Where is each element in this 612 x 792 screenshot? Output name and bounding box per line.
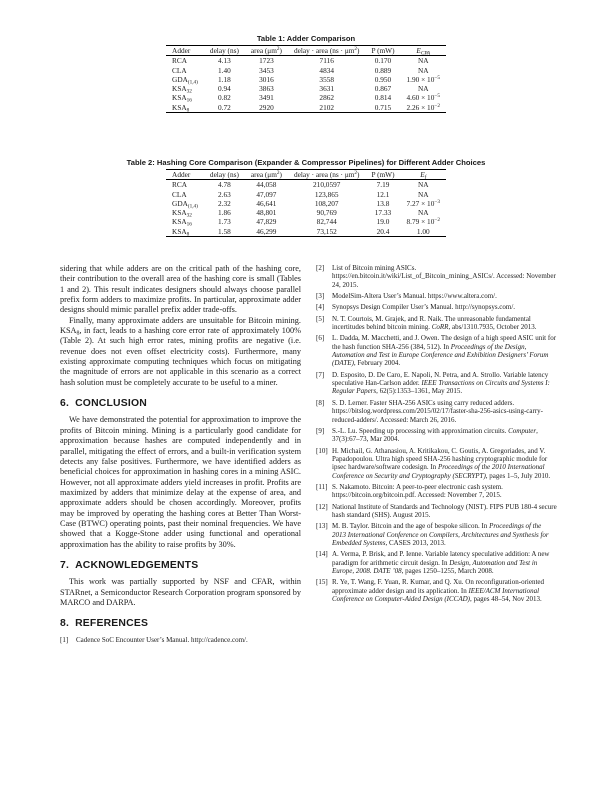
table-1-cell: 1.18	[218, 74, 231, 84]
table-2-cell: 2.63	[218, 189, 231, 199]
reference-item	[316, 399, 557, 424]
paragraph-continued: sidering that while adders are on the critical path of the hashing core, their contribution to the overall area of the hashing core is small (Tables 1 and 2). This result indicates designers should always choose parallel prefix form adders to maximize profits. In particular, approximate adder designs should mimic parallel prefix adder trade-offs.	[60, 264, 301, 315]
reference-item	[316, 303, 557, 311]
table-1-block	[0, 34, 612, 113]
reference-list	[316, 264, 557, 606]
section-title: CONCLUSION	[75, 398, 147, 410]
table-1-cell: 7116	[319, 56, 334, 66]
reference-text: S. D. Lerner. Faster SHA-256 ASICs using carry reduced adders. https://bitslog.wordpress.com/2015/02/17/faster-sha-256-asics-using-carry-reduced-adders/. Accessed: March 26, 2016.	[332, 398, 543, 424]
table-2-caption: Table 2: Hashing Core Comparison (Expander & Compressor Pipelines) for Different Adder Choices	[126, 158, 486, 167]
table-1-cell: 1723	[259, 56, 274, 66]
table-1-cell: 4.13	[218, 56, 231, 66]
table-2-cell: $7.27 \times 10^{-3}$	[406, 198, 440, 208]
table-2-header-cell: P (mW)	[365, 170, 400, 180]
table-2-cell: 17.33	[374, 208, 392, 218]
table-1-header-cell: Adder	[166, 46, 204, 56]
table-1-row	[166, 103, 446, 113]
table-1-cell: 2102	[288, 103, 366, 113]
reference-item	[316, 264, 557, 289]
table-2-cell: $KSA_8$	[166, 227, 204, 237]
table-2-row	[166, 227, 446, 237]
section-references-heading	[60, 619, 301, 629]
table-1-cell: RCA	[172, 56, 188, 66]
reference-text: N. T. Courtois, M. Grajek, and R. Naik. The unreasonable fundamental incertitudes behind bitcoin mining. CoRR, abs/1310.7935, October 2013.	[332, 314, 537, 332]
left-column	[60, 264, 301, 647]
table-1-cell: 0.867	[374, 84, 392, 94]
section-number: 6.	[60, 398, 70, 410]
table-1-cell: 3453	[259, 65, 274, 75]
table-2-cell: 1.86	[218, 208, 231, 218]
table-2-cell: 1.58	[204, 227, 245, 237]
table-2-row	[166, 217, 446, 226]
table-2-header-cell: $E_f$	[401, 170, 446, 180]
table-2-cell: 46,299	[245, 227, 288, 237]
table-1-cell: CLA	[172, 65, 187, 75]
reference-item	[316, 292, 557, 300]
table-2-header-cell: area $(\mu m^2)$	[245, 170, 288, 180]
table-2-cell: 19.0	[376, 217, 390, 227]
table-2-cell: 123,865	[314, 189, 339, 199]
reference-text: M. B. Taylor. Bitcoin and the age of bespoke silicon. In Proceedings of the 2013 International Conference on Compilers, Architectures and Synthesis for Embedded Systems, CASES 2013, 2013.	[332, 522, 549, 547]
table-2-cell: 73,152	[288, 227, 366, 237]
reference-number: [2]	[316, 264, 325, 272]
table-1-header-cell: delay (ns)	[204, 46, 245, 56]
table-2-cell: 46,641	[256, 198, 277, 208]
table-1-header-cell: area $(\mu m^2)$	[245, 46, 288, 56]
table-2-cell: 90,769	[316, 208, 337, 218]
table-2-cell: CLA	[172, 189, 187, 199]
table-2-cell: 82,744	[316, 217, 337, 227]
table-2-cell: $KSA_{16}$	[172, 217, 192, 228]
section-number: 8.	[60, 618, 70, 630]
table-1-cell: $1.90 \times 10^{-5}$	[406, 74, 440, 84]
reference-text: S. Nakamoto. Bitcoin: A peer-to-peer electronic cash system. https://bitcoin.org/bitcoin.pdf. Accessed: November 7, 2015.	[332, 482, 503, 500]
section-title: REFERENCES	[75, 618, 149, 630]
table-1-cell: 3016	[259, 74, 274, 84]
table-1-header-cell: $E_{CPA}$	[401, 46, 446, 56]
table-1-cell: 1.40	[218, 65, 231, 75]
table-2-header-cell: Adder	[166, 170, 204, 180]
table-2-cell: 47,829	[256, 217, 277, 227]
table-1-cell: NA	[417, 65, 429, 75]
reference-text: National Institute of Standards and Technology (NIST). FIPS PUB 180-4 secure hash standard (SHS). August 2015.	[332, 502, 557, 519]
reference-number: [8]	[316, 398, 325, 407]
table-2-cell: 210,0597	[313, 180, 341, 190]
paragraph-acknowledgements: This work was partially supported by NSF and CFAR, within STARnet, a Semiconductor Research Corporation program sponsored by MARCO and DARPA.	[60, 577, 301, 607]
table-2-cell: 108,207	[314, 198, 339, 208]
table-1-cell: 0.814	[374, 93, 392, 103]
table-1-cell: 3863	[259, 84, 274, 94]
table-1-cell: $KSA_{32}$	[172, 84, 192, 95]
table-1-cell: 3558	[319, 74, 335, 84]
section-conclusion-heading	[60, 399, 301, 409]
table-1-cell: 0.82	[218, 93, 231, 103]
section-number: 7.	[60, 559, 70, 571]
table-2-row	[166, 199, 446, 208]
reference-text: H. Michail, G. Athanasiou, A. Kritikakou, C. Goutis, A. Gregoriades, and V. Papadopoulou. Ultra high speed SHA-256 hashing cryptographic module for ipsec hardware/software codesign. In Proceedings of the 2010 International Conference on Security and Cryptography (SECRYPT), pages 1–5, July 2010.	[332, 446, 551, 480]
table-2-cell: NA	[417, 180, 429, 190]
table-2-header-cell: delay (ns)	[204, 170, 245, 180]
table-1-row	[166, 93, 446, 102]
table-1-cell: 0.950	[374, 74, 392, 84]
table-1-cell: NA	[417, 84, 429, 94]
table-1-cell: 3631	[319, 84, 335, 94]
table-1	[166, 45, 446, 113]
table-2-cell: RCA	[172, 180, 188, 190]
table-2-block	[0, 158, 612, 237]
reference-number: [10]	[316, 446, 328, 455]
table-1-header-cell: P (mW)	[365, 46, 400, 56]
table-1-cell: 0.94	[218, 84, 231, 94]
table-1-cell: $KSA_8$	[166, 103, 204, 113]
reference-number: [15]	[316, 578, 328, 587]
reference-text: List of Bitcoin mining ASICs. https://en.bitcoin.it/wiki/List_of_Bitcoin_mining_ASICs/. Accessed: November 24, 2015.	[332, 264, 556, 289]
reference-text: Synopsys Design Compiler User’s Manual. http://synopsys.com/.	[332, 303, 516, 312]
reference-number: [3]	[316, 292, 325, 301]
section-acknowledgements-heading	[60, 561, 301, 571]
section-title: ACKNOWLEDGEMENTS	[75, 559, 199, 571]
table-2-header-cell: delay · area $(ns \cdot \mu m^2)$	[288, 170, 366, 180]
table-2-cell: 1.73	[218, 217, 231, 227]
table-1-cell: 0.889	[374, 65, 392, 75]
table-1-row	[166, 66, 446, 75]
table-2-cell: 12.1	[376, 189, 390, 199]
table-2-cell: 47,097	[256, 189, 277, 199]
reference-text: D. Esposito, D. De Caro, E. Napoli, N. Petra, and A. Strollo. Variable latency speculative Han-Carlson adder. IEEE Transactions on Circuits and Systems I: Regular Papers, 62(5):1353–1361, May 2015.	[332, 370, 550, 396]
table-1-row	[166, 56, 446, 66]
reference-number: [5]	[316, 314, 325, 323]
table-1-cell: 0.170	[374, 56, 392, 66]
reference-item	[316, 427, 557, 444]
table-1-cell: 3491	[259, 93, 274, 103]
table-1-caption: Table 1: Adder Comparison	[256, 34, 356, 43]
table-1-cell: NA	[417, 56, 429, 66]
table-2	[166, 169, 446, 237]
table-2-cell: 4.78	[218, 180, 231, 190]
table-2-cell: 44,058	[256, 180, 277, 190]
reference-number: [11]	[316, 482, 328, 491]
reference-text: A. Verma, P. Brisk, and P. Ienne. Variable latency speculative addition: A new paradigm for arithmetic circuit design. In Design, Automation and Test in Europe, 2008. DATE ’08, pages 1250–1255, March 2008.	[332, 550, 550, 575]
table-1-cell: $4.60 \times 10^{-5}$	[406, 93, 440, 103]
reference-item	[316, 503, 557, 520]
table-2-cell: 20.4	[365, 227, 400, 237]
reference-item	[316, 334, 557, 367]
reference-number: [12]	[316, 502, 328, 511]
reference-item	[316, 483, 557, 500]
paragraph-unsuitable-adders: Finally, many approximate adders are unsuitable for Bitcoin mining. $KSA_8$, in fact, leads to a hashing core error rate of approximately 100% (Table 2). At such high error rates, mining profits are negative (i.e. revenue does not even offset electricity costs). Furthermore, many existing approximate computing techniques which focus on mitigating the magnitude of errors are not applicable in this scenario as a correct hash solution must be completely accurate to be useful to a miner.	[60, 315, 301, 387]
table-1-cell: $2.26 \times 10^{-2}$	[401, 103, 446, 113]
reference-item	[316, 315, 557, 332]
table-1-cell: 4834	[319, 65, 335, 75]
table-1-cell: 0.715	[365, 103, 400, 113]
reference-number: [9]	[316, 426, 325, 435]
paragraph-conclusion: We have demonstrated the potential for approximation to improve the profits of Bitcoin mining. Mining is a particularly good candidate for approximation because hashes are computed independently and in parallel, mitigating the effect of errors, and a built-in verification system detects any false positives. Furthermore, we have identified adders as beneficial choices for approximation in hashing cores in a mining ASIC. However, not all approximate adders yield increases in profit. Profits are maximized by adders that minimize delay at the expense of area, and approximate adders should be chosen accordingly. Moreover, profits may be improved by operating the hashing cores at Better Than Worst-Case (BTWC) operating points, past their nominal frequencies. We have showed that a Kogge-Stone adder using functional and operational approximation has the ability to raise profits by 30%.	[60, 415, 301, 549]
reference-item	[316, 550, 557, 575]
table-2-cell: 48,801	[256, 208, 277, 218]
reference-number: [4]	[316, 303, 325, 312]
table-2-cell: 2.32	[218, 198, 231, 208]
table-1-cell: 0.72	[204, 103, 245, 113]
table-1-cell: 2862	[319, 93, 335, 103]
table-2-cell: $8.79 \times 10^{-2}$	[406, 217, 440, 227]
reference-number: [14]	[316, 550, 328, 559]
table-2-row	[166, 180, 446, 190]
reference-number: [1]	[60, 635, 69, 644]
reference-number: [13]	[316, 522, 328, 531]
table-2-row	[166, 190, 446, 199]
table-1-cell: $GDA_{(1,4)}$	[172, 74, 198, 86]
reference-item	[316, 522, 557, 547]
reference-item	[60, 636, 301, 644]
table-1-cell: $KSA_{16}$	[172, 93, 192, 104]
reference-number: [6]	[316, 334, 325, 343]
reference-item	[316, 447, 557, 480]
table-2-cell: $KSA_{32}$	[172, 208, 192, 219]
table-2-row	[166, 208, 446, 217]
reference-item	[316, 578, 557, 603]
table-2-cell: 13.8	[376, 198, 390, 208]
reference-text: S.-L. Lu. Speeding up processing with approximation circuits. Computer, 37(3):67–73, Mar 2004.	[332, 426, 538, 444]
table-2-cell: 7.19	[376, 180, 390, 190]
reference-number: [7]	[316, 370, 325, 379]
reference-text: L. Dadda, M. Macchetti, and J. Owen. The design of a high speed ASIC unit for the hash function SHA-256 (384, 512). In Proceedings of the Design, Automation and Test in Europe Conference and Exhibition Designers’ Forum (DATE), February 2004.	[332, 334, 557, 368]
table-2-cell: 1.00	[401, 227, 446, 237]
table-2-cell: $GDA_{(1,4)}$	[172, 198, 198, 210]
reference-text: Cadence SoC Encounter User’s Manual. http://cadence.com/.	[76, 635, 248, 644]
table-1-cell: 2920	[245, 103, 288, 113]
table-2-cell: NA	[417, 189, 429, 199]
table-1-row	[166, 84, 446, 93]
reference-text: ModelSim-Altera User’s Manual. https://www.altera.com/.	[332, 292, 497, 301]
reference-text: R. Ye, T. Wang, F. Yuan, R. Kumar, and Q. Xu. On reconfiguration-oriented approximate adder design and its application. In IEEE/ACM International Conference on Computer-Aided Design (ICCAD), pages 48–54, Nov 2013.	[332, 578, 544, 604]
table-2-cell: NA	[417, 208, 429, 218]
table-1-header-cell: delay · area $(ns \cdot \mu m^2)$	[288, 46, 366, 56]
table-1-row	[166, 75, 446, 84]
reference-item	[316, 371, 557, 396]
